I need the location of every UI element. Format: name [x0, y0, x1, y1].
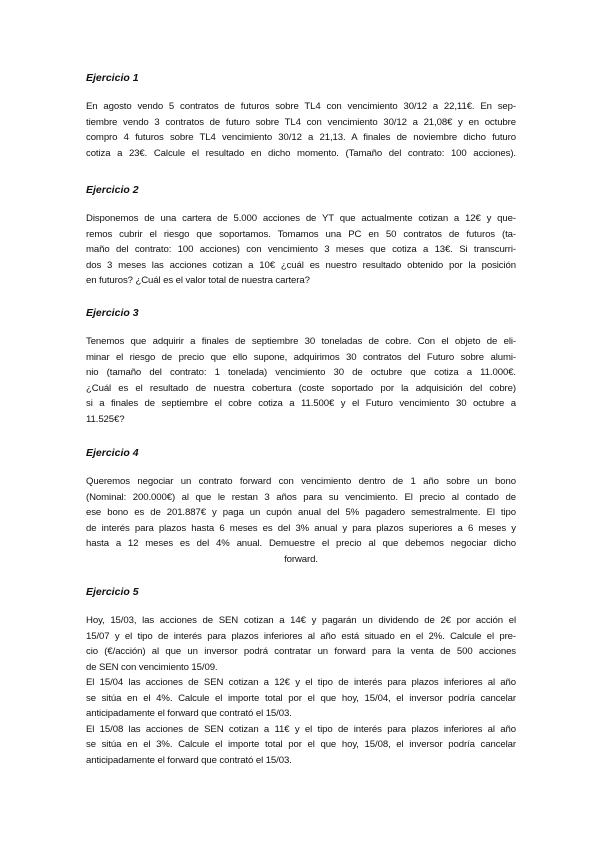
exercise-2: [86, 183, 516, 289]
exercise-text-line: Hoy, 15/03, las acciones de SEN cotizan a 14€ y pagarán un dividendo de 2€ por acción el: [86, 615, 516, 626]
exercise-text-line: se sitúa en el 3%. Calcule el importe total por el que hoy, 15/08, el inversor podría cancelar: [86, 739, 516, 750]
exercise-title: Ejercicio 2: [86, 184, 139, 196]
exercise-text-line: (Nominal: 200.000€) al que le restan 3 años para su vencimiento. El precio al contado de: [86, 491, 516, 503]
exercise-5: [86, 585, 516, 768]
exercise-text-line: si a finales de septiembre el cobre cotiza a 11.500€ y el Futuro vencimiento 30 octubre a: [86, 398, 516, 409]
exercise-text-line: nio (tamaño del contrato: 1 tonelada) vencimiento 30 de octubre que cotiza a 11.000€.: [86, 367, 516, 378]
exercise-text-line: ese bono es de 201.887€ y paga un cupón anual del 5% pagadero semestralmente. El tipo: [86, 507, 516, 518]
exercise-text-line: de SEN con vencimiento 15/09.: [86, 661, 218, 673]
exercise-text-line: dos 3 meses las acciones cotizan a 10€ ¿cuál es nuestro resultado obtenido por la posición: [86, 259, 516, 271]
exercise-title: Ejercicio 5: [86, 586, 139, 598]
exercise-text-line: Disponemos de una cartera de 5.000 acciones de YT que actualmente cotizan a 12€ y que-: [86, 213, 516, 224]
exercise-text-line: cotiza a 23€. Calcule el resultado en dicho momento. (Tamaño del contrato: 100 acciones).: [86, 147, 516, 159]
exercise-text-line: remos cubrir el riesgo que soportamos. Tomamos una PC en 50 contratos de futuros (ta-: [86, 228, 516, 240]
exercise-text-line: ¿Cuál es el resultado de nuestra cobertura (coste soportado por la adquisición del cobre): [86, 382, 516, 394]
exercise-text-line: Queremos negociar un contrato forward con vencimiento dentro de 1 año sobre un bono: [86, 476, 516, 487]
exercise-text-line: se sitúa en el 4%. Calcule el importe total por el que hoy, 15/04, el inversor podría cancelar: [86, 692, 516, 704]
exercise-1: [86, 71, 516, 161]
exercise-text-line: minar el riesgo de precio que ello supone, adquirimos 30 contratos del Futuro sobre alumi-: [86, 351, 516, 363]
exercise-title: Ejercicio 3: [86, 307, 139, 319]
exercise-text-line: compro 4 futuros sobre TL4 vencimiento 30/12 a 21,13. A finales de noviembre dicho futuro: [86, 132, 516, 143]
exercise-text-line: tiembre vendo 3 contratos de futuro sobre TL4 con vencimiento 30/12 a 21,08€ y en octubre: [86, 116, 516, 128]
exercise-title: Ejercicio 4: [86, 447, 139, 459]
exercise-text-line: El 15/04 las acciones de SEN cotizan a 12€ y el tipo de interés para plazos inferiores al año: [86, 677, 516, 688]
exercise-text-line: anticipadamente el forward que contrató el 15/03.: [86, 708, 292, 719]
exercise-text-line: En agosto vendo 5 contratos de futuros sobre TL4 con vencimiento 30/12 a 22,11€. En sep-: [86, 101, 516, 112]
exercise-text-line: anticipadamente el forward que contrató el 15/03.: [86, 754, 292, 766]
exercise-text-line: 11.525€?: [86, 413, 125, 425]
exercise-text-line: en futuros? ¿Cuál es el valor total de nuestra cartera?: [86, 275, 310, 286]
exercise-4: [86, 446, 516, 567]
exercise-text-line: 15/07 y el tipo de interés para plazos inferiores al año está situado en el 2%. Calcule el pre-: [86, 630, 516, 642]
exercise-text-line: forward.: [284, 553, 318, 565]
exercise-text-line: El 15/08 las acciones de SEN cotizan a 11€ y el tipo de interés para plazos inferiores al año: [86, 723, 516, 735]
exercise-text-line: de interés para plazos hasta 6 meses es del 3% anual y para plazos superiores a 6 meses y: [86, 522, 516, 534]
exercise-text-line: cio (€/acción) al que un inversor podrá contratar un forward para la venta de 500 acciones: [86, 646, 516, 657]
exercise-text-line: maño del contrato: 100 acciones) con vencimiento 3 meses que cotiza a 13€. Si transcurri-: [86, 244, 516, 255]
exercise-3: [86, 306, 516, 427]
exercise-text-line: hasta a 12 meses es del 4% anual. Demuestre el precio al que debemos negociar dicho: [86, 538, 516, 549]
exercise-title: Ejercicio 1: [86, 72, 139, 84]
exercise-text-line: Tenemos que adquirir a finales de septiembre 30 toneladas de cobre. Con el objeto de eli-: [86, 336, 516, 347]
